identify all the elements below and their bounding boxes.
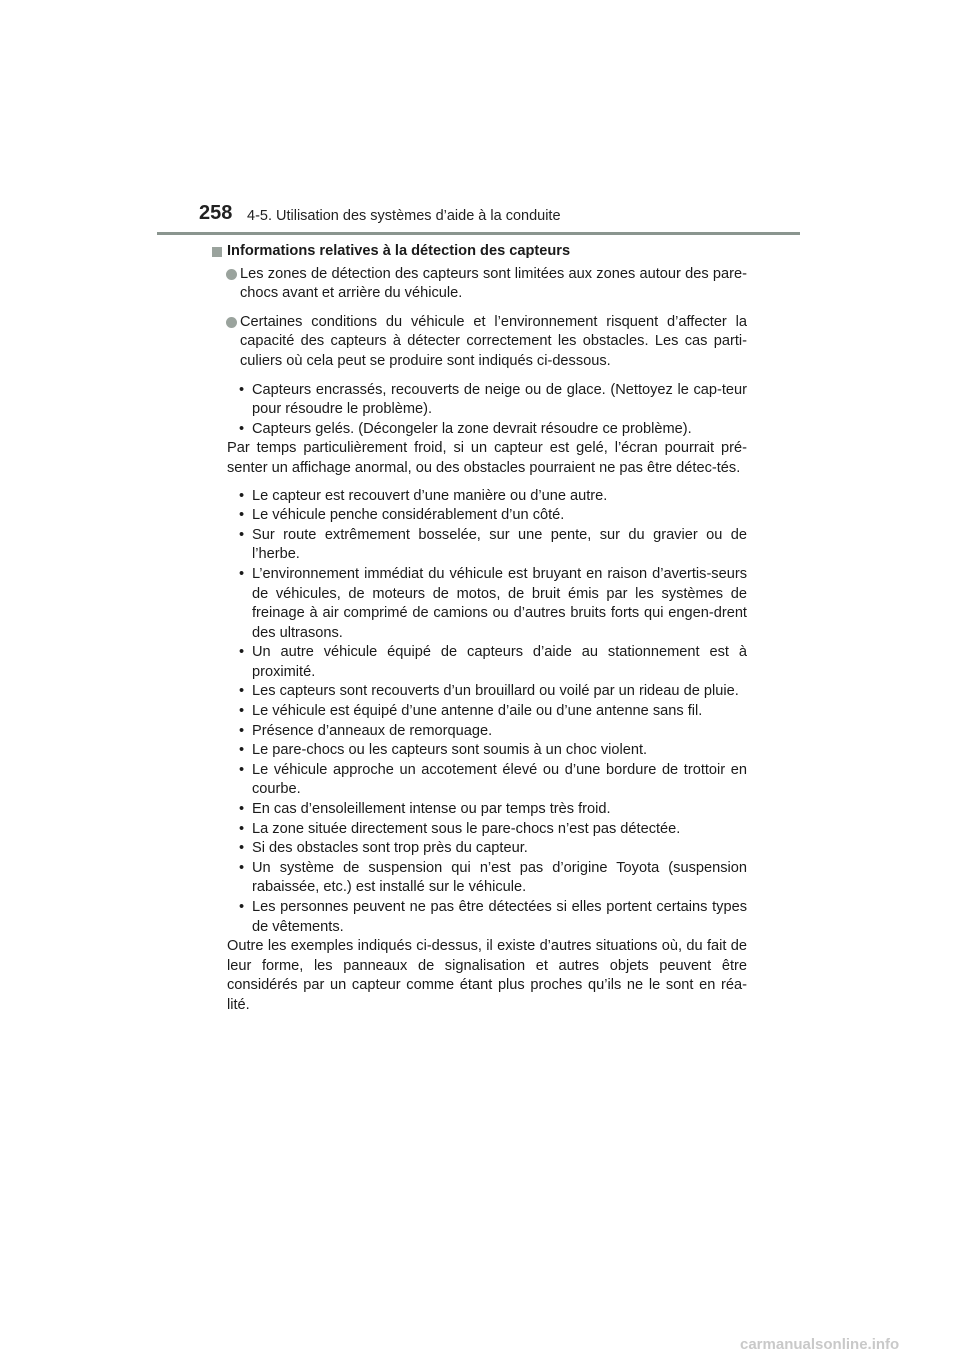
bullet-icon: • bbox=[239, 683, 245, 700]
list-item bbox=[227, 643, 747, 682]
list-item bbox=[227, 859, 747, 898]
list-item bbox=[227, 381, 747, 420]
list-item bbox=[227, 487, 747, 507]
header-divider bbox=[157, 232, 800, 235]
list-item-text: Le véhicule est équipé d’une antenne d’aile ou d’une antenne sans fil. bbox=[252, 703, 703, 720]
bullet-icon: • bbox=[239, 381, 245, 398]
dot-item-text: Certaines conditions du véhicule et l’environnement risquent d’affecter la capacité des capteurs à détecter correctement les obstacles. Les cas parti-culiers où cela peut se produire sont indiqués ci-dessous. bbox=[240, 313, 747, 369]
list-item bbox=[227, 506, 747, 526]
list-item bbox=[227, 800, 747, 820]
list-item-text: Sur route extrêmement bosselée, sur une pente, sur du gravier ou de l’herbe. bbox=[252, 526, 747, 563]
paragraph: Par temps particulièrement froid, si un capteur est gelé, l’écran pourrait pré-senter un affichage anormal, ou des obstacles pourraient ne pas être détec-tés. bbox=[227, 440, 747, 476]
bullet-icon: • bbox=[239, 526, 245, 543]
list-item bbox=[227, 898, 747, 937]
list-item-text: Les capteurs sont recouverts d’un brouillard ou voilé par un rideau de pluie. bbox=[252, 683, 739, 700]
list-item bbox=[227, 820, 747, 840]
list-item bbox=[227, 702, 747, 722]
dot-item bbox=[227, 313, 747, 372]
watermark: carmanualsonline.info bbox=[740, 1336, 900, 1353]
list-item-text: Capteurs encrassés, recouverts de neige ou de glace. (Nettoyez le cap-teur pour résoudre le problème). bbox=[252, 381, 747, 418]
bullet-icon: • bbox=[239, 420, 245, 437]
list-item bbox=[227, 526, 747, 565]
bullet-icon: • bbox=[239, 703, 245, 720]
page-content bbox=[227, 242, 747, 1016]
bullet-icon: • bbox=[239, 722, 245, 739]
list-item bbox=[227, 722, 747, 742]
detection-conditions-list bbox=[227, 487, 747, 938]
list-item-text: L’environnement immédiat du véhicule est bruyant en raison d’avertis-seurs de véhicules, de moteurs de motos, de bruit émis par les systèmes de freinage à air comprimé de camions ou d’autres bruits forts qui engen-drent des ultrasons. bbox=[252, 565, 747, 641]
bullet-icon: • bbox=[239, 761, 245, 778]
bullet-icon: • bbox=[239, 742, 245, 759]
list-item-text: Le capteur est recouvert d’une manière ou d’une autre. bbox=[252, 487, 608, 504]
list-item-text: Le véhicule approche un accotement élevé ou d’une bordure de trottoir en courbe. bbox=[252, 761, 747, 798]
bullet-icon: • bbox=[239, 507, 245, 524]
list-item-text: En cas d’ensoleillement intense ou par temps très froid. bbox=[252, 801, 611, 818]
bullet-icon: • bbox=[239, 899, 245, 915]
list-item bbox=[227, 420, 747, 440]
chapter-title: 4-5. Utilisation des systèmes d’aide à la conduite bbox=[247, 208, 561, 224]
list-item-text: Présence d’anneaux de remorquage. bbox=[252, 722, 493, 739]
section-heading bbox=[227, 242, 747, 262]
paragraph: Outre les exemples indiqués ci-dessus, il existe d’autres situations où, du fait de leur forme, les panneaux de signalisation et autres objets peuvent être considérés par un capteur comme étant plus proches qu’ils ne le sont en réa-lité. bbox=[227, 938, 747, 1013]
dot-item-text: Les zones de détection des capteurs sont limitées aux zones autour des pare-chocs avant et arrière du véhicule. bbox=[240, 265, 747, 302]
bullet-icon: • bbox=[239, 859, 245, 876]
sensor-condition-list bbox=[227, 381, 747, 440]
bullet-icon: • bbox=[239, 801, 245, 818]
bullet-icon: • bbox=[239, 565, 245, 582]
list-item bbox=[227, 565, 747, 643]
dot-item bbox=[227, 265, 747, 304]
page-header bbox=[0, 0, 960, 240]
list-item bbox=[227, 839, 747, 859]
page-number: 258 bbox=[199, 202, 233, 224]
list-item-text: Un système de suspension qui n’est pas d’origine Toyota (suspension rabaissée, etc.) est installé sur le véhicule. bbox=[252, 859, 747, 896]
circle-bullet-icon bbox=[226, 317, 237, 328]
bullet-icon: • bbox=[239, 644, 245, 661]
section-heading-text: Informations relatives à la détection des capteurs bbox=[227, 243, 571, 259]
list-item-text: Un autre véhicule équipé de capteurs d’aide au stationnement est à proximité. bbox=[252, 644, 747, 680]
list-item-text: Les personnes peuvent ne pas être détectées si elles portent certains types de vêtements. bbox=[252, 899, 747, 935]
list-item-text: Le véhicule penche considérablement d’un côté. bbox=[252, 507, 565, 524]
list-item-text: La zone située directement sous le pare-chocs n’est pas détectée. bbox=[252, 820, 681, 837]
list-item bbox=[227, 682, 747, 702]
list-item-text: Capteurs gelés. (Décongeler la zone devrait résoudre ce problème). bbox=[252, 420, 692, 437]
circle-bullet-icon bbox=[226, 269, 237, 280]
list-item-text: Le pare-chocs ou les capteurs sont soumis à un choc violent. bbox=[252, 742, 648, 759]
list-item bbox=[227, 761, 747, 800]
list-item bbox=[227, 741, 747, 761]
list-item-text: Si des obstacles sont trop près du capteur. bbox=[252, 840, 528, 857]
bullet-icon: • bbox=[239, 487, 245, 504]
square-bullet-icon bbox=[212, 247, 222, 257]
bullet-icon: • bbox=[239, 820, 245, 837]
bullet-icon: • bbox=[239, 840, 245, 857]
